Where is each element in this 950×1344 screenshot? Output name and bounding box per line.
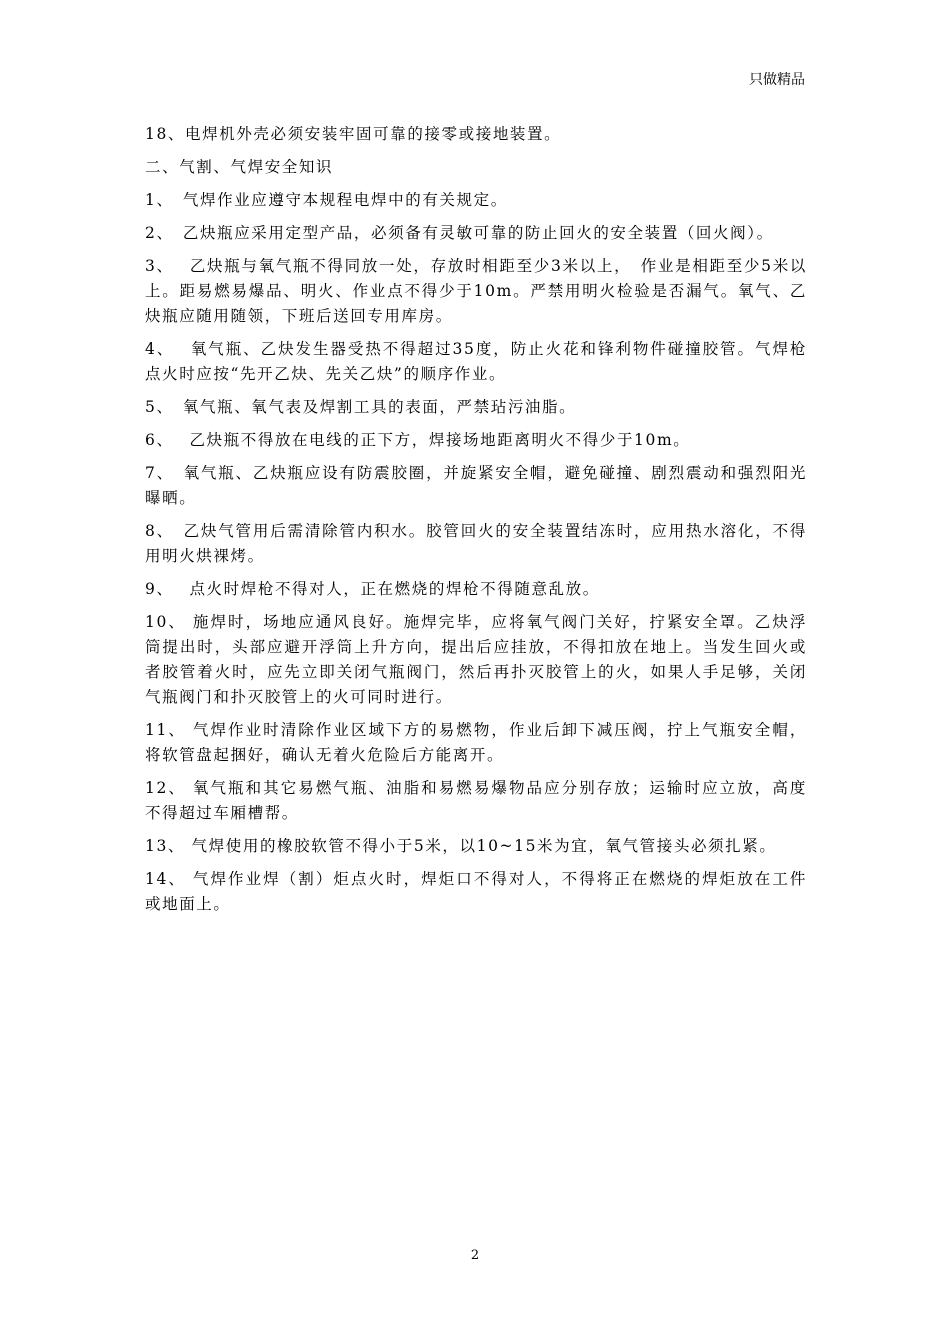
paragraph-2: 2、 乙炔瓶应采用定型产品，必须备有灵敏可靠的防止回火的安全装置（回火阀）。 [145, 224, 774, 242]
page-number: 2 [470, 1248, 480, 1263]
paragraph-5: 5、 氧气瓶、氧气表及焊割工具的表面，严禁玷污油脂。 [145, 398, 577, 416]
paragraph-6: 6、 乙炔瓶不得放在电线的正下方，焊接场地距离明火不得少于10m。 [145, 431, 691, 449]
paragraph-7: 7、 氧气瓶、乙炔瓶应设有防震胶圈，并旋紧安全帽，避免碰撞、剧烈震动和强烈阳光曝晒。 [145, 464, 807, 507]
paragraph-1: 1、 气焊作业应遵守本规程电焊中的有关规定。 [145, 191, 508, 209]
paragraph-11: 11、 气焊作业时清除作业区域下方的易燃物，作业后卸下减压阀，拧上气瓶安全帽，将软管盘起捆好，确认无着火危险后方能离开。 [145, 721, 807, 764]
paragraph-18: 18、电焊机外壳必须安装牢固可靠的接零或接地装置。 [145, 125, 562, 143]
page-header: 只做精品 [749, 72, 805, 88]
paragraph-12: 12、 氧气瓶和其它易燃气瓶、油脂和易燃易爆物品应分别存放；运输时应立放，高度不得超过车厢槽帮。 [145, 779, 807, 822]
paragraph-3: 3、 乙炔瓶与氧气瓶不得同放一处，存放时相距至少3米以上， 作业是相距至少5米以上。距易燃易爆品、明火、作业点不得少于10m。严禁用明火检验是否漏气。氧气、乙炔瓶应随用随领，下班后送回专用库房。 [145, 257, 807, 325]
section-heading: 二、气割、气焊安全知识 [145, 158, 334, 176]
paragraph-9: 9、 点火时焊枪不得对人，正在燃烧的焊枪不得随意乱放。 [145, 580, 600, 598]
document-body [145, 122, 807, 925]
paragraph-8: 8、 乙炔气管用后需清除管内积水。胶管回火的安全装置结冻时，应用热水溶化，不得用明火烘裸烤。 [145, 522, 807, 565]
paragraph-10: 10、 施焊时，场地应通风良好。施焊完毕，应将氧气阀门关好，拧紧安全罩。乙炔浮筒提出时，头部应避开浮筒上升方向，提出后应挂放，不得扣放在地上。当发生回火或者胶管着火时，应先立即关闭气瓶阀门，然后再扑灭胶管上的火，如果人手足够，关闭气瓶阀门和扑灭胶管上的火可同时进行。 [145, 613, 807, 706]
paragraph-13: 13、 气焊使用的橡胶软管不得小于5米，以10~15米为宜，氧气管接头必须扎紧。 [145, 837, 777, 855]
paragraph-4: 4、 氧气瓶、乙炔发生器受热不得超过35度，防止火花和锋利物件碰撞胶管。气焊枪点火时应按“先开乙炔、先关乙炔”的顺序作业。 [145, 340, 807, 383]
paragraph-14: 14、 气焊作业焊（割）炬点火时，焊炬口不得对人，不得将正在燃烧的焊炬放在工件或地面上。 [145, 870, 807, 913]
